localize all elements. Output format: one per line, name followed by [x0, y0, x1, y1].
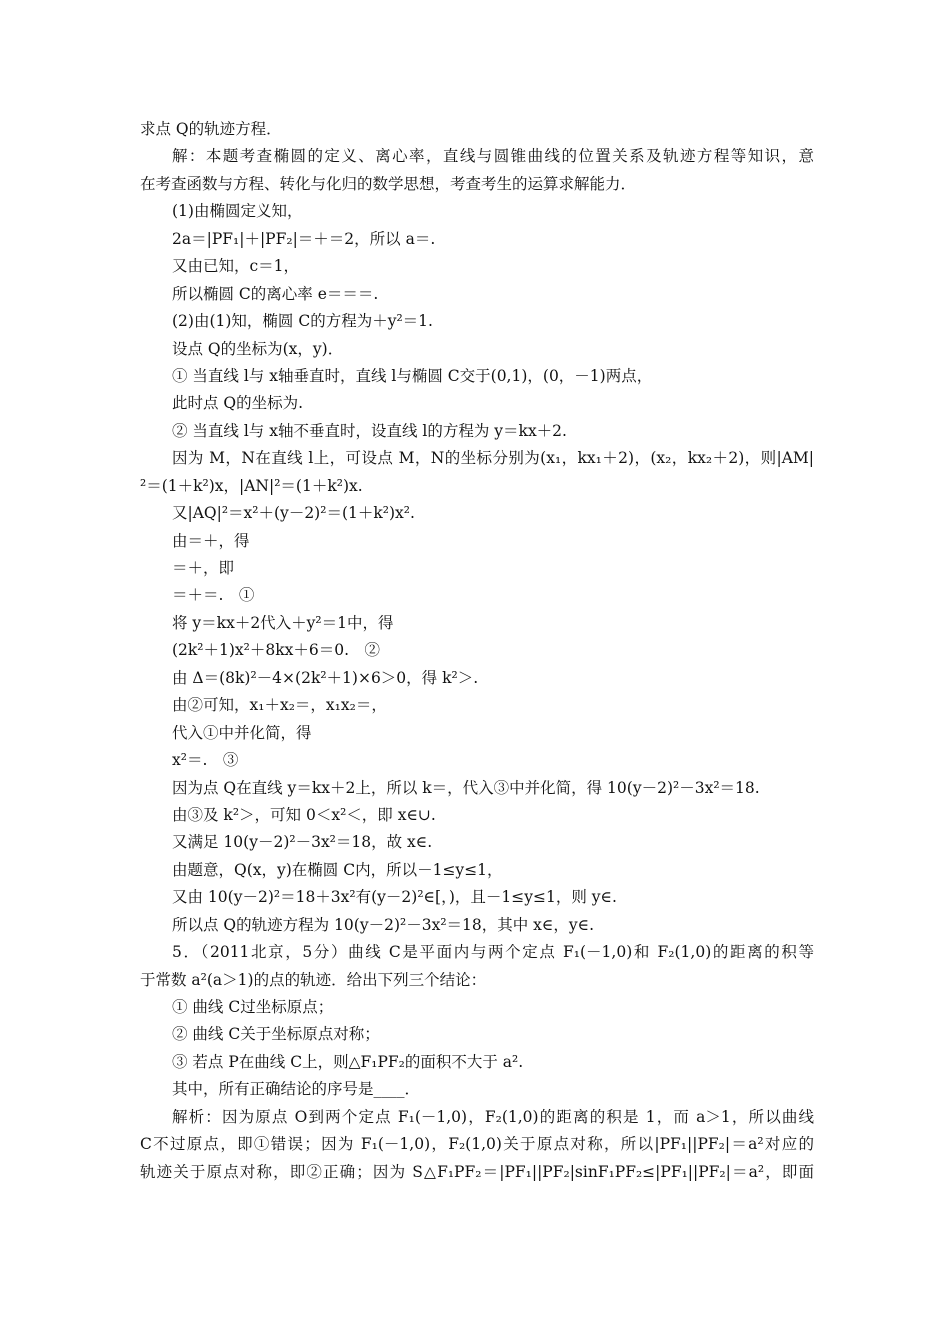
text-line: 又|AQ|²＝x²＋(y－2)²＝(1＋k²)x². — [172, 504, 415, 523]
text-line: 由②可知，x₁＋x₂＝，x₁x₂＝， — [172, 696, 387, 715]
text-line: 由＝＋，得 — [172, 531, 250, 550]
text-line: (2k²＋1)x²＋8kx＋6＝0. ② — [172, 641, 381, 660]
text-line: 此时点 Q的坐标为. — [172, 394, 304, 413]
text-line: 求点 Q的轨迹方程． — [140, 120, 282, 138]
text-line: 于常数 a²(a＞1)的点的轨迹．给出下列三个结论： — [140, 970, 487, 989]
text-line: 又由已知，c＝1， — [172, 257, 300, 276]
text-line: 由题意，Q(x，y)在椭圆 C内，所以－1≤y≤1， — [172, 860, 503, 879]
text-line: 代入①中并化简，得 — [172, 723, 312, 742]
text-line: 轨迹关于原点对称，即②正确；因为 S△F₁PF₂＝|PF₁||PF₂|sinF₁PF₂≤|PF₁||PF₂|＝a²，即面 — [140, 1162, 814, 1181]
text-line: 解：本题考查椭圆的定义、离心率，直线与圆锥曲线的位置关系及轨迹方程等知识，意 — [172, 147, 814, 166]
text-line: (1)由椭圆定义知， — [172, 202, 303, 221]
text-line: 所以点 Q的轨迹方程为 10(y－2)²－3x²＝18，其中 x∈，y∈. — [172, 915, 595, 934]
text-line: 由③及 k²＞，可知 0＜x²＜，即 x∈∪. — [172, 805, 436, 824]
text-line: 设点 Q的坐标为(x，y)． — [172, 339, 344, 358]
text-line: 又由 10(y－2)²＝18＋3x²有(y－2)²∈[，)，且－1≤y≤1，则 y∈. — [172, 888, 617, 907]
text-line: 解析：因为原点 O到两个定点 F₁(－1,0)，F₂(1,0)的距离的积是 1，而 a＞1，所以曲线 — [172, 1107, 814, 1126]
text-line: 5．（2011北京，5分）曲线 C是平面内与两个定点 F₁(－1,0)和 F₂(1,0)的距离的积等 — [172, 943, 814, 962]
text-line: 在考查函数与方程、转化与化归的数学思想，考查考生的运算求解能力． — [140, 174, 637, 193]
text-line: ② 当直线 l与 x轴不垂直时，设直线 l的方程为 y＝kx＋2. — [172, 421, 567, 440]
text-line: 2a＝|PF₁|＋|PF₂|＝＋＝2，所以 a＝. — [172, 229, 436, 248]
text-line: 又满足 10(y－2)²－3x²＝18，故 x∈. — [172, 833, 433, 852]
text-line: ③ 若点 P在曲线 C上，则△F₁PF₂的面积不大于 a². — [172, 1052, 524, 1071]
text-line: ＝＋，即 — [172, 559, 235, 577]
text-line: 由 Δ＝(8k)²－4×(2k²＋1)×6＞0，得 k²＞. — [172, 668, 479, 687]
text-line: C不过原点，即①错误；因为 F₁(－1,0)，F₂(1,0)关于原点对称，所以|PF₁||PF₂|＝a²对应的 — [140, 1135, 814, 1154]
text-line: ② 曲线 C关于坐标原点对称； — [172, 1025, 380, 1044]
document-body — [140, 116, 814, 1186]
text-line: x²＝. ③ — [172, 751, 239, 770]
text-line: ① 当直线 l与 x轴垂直时，直线 l与椭圆 C交于(0,1)，(0，－1)两点， — [172, 366, 653, 385]
text-line: 将 y＝kx＋2代入＋y²＝1中，得 — [172, 613, 394, 632]
text-line: 其中，所有正确结论的序号是____． — [172, 1080, 421, 1099]
text-line: 所以椭圆 C的离心率 e＝＝＝. — [172, 284, 379, 303]
text-line: (2)由(1)知，椭圆 C的方程为＋y²＝1. — [172, 312, 433, 331]
text-line: 因为 M，N在直线 l上，可设点 M，N的坐标分别为(x₁，kx₁＋2)，(x₂，kx₂＋2)，则|AM| — [172, 449, 814, 468]
text-line: ²＝(1＋k²)x，|AN|²＝(1＋k²)x. — [140, 476, 363, 495]
text-line: ＝＋＝. ① — [172, 586, 255, 605]
text-line: 因为点 Q在直线 y＝kx＋2上，所以 k＝，代入③中并化简，得 10(y－2)²－3x²＝18. — [172, 778, 760, 797]
text-line: ① 曲线 C过坐标原点； — [172, 998, 334, 1016]
